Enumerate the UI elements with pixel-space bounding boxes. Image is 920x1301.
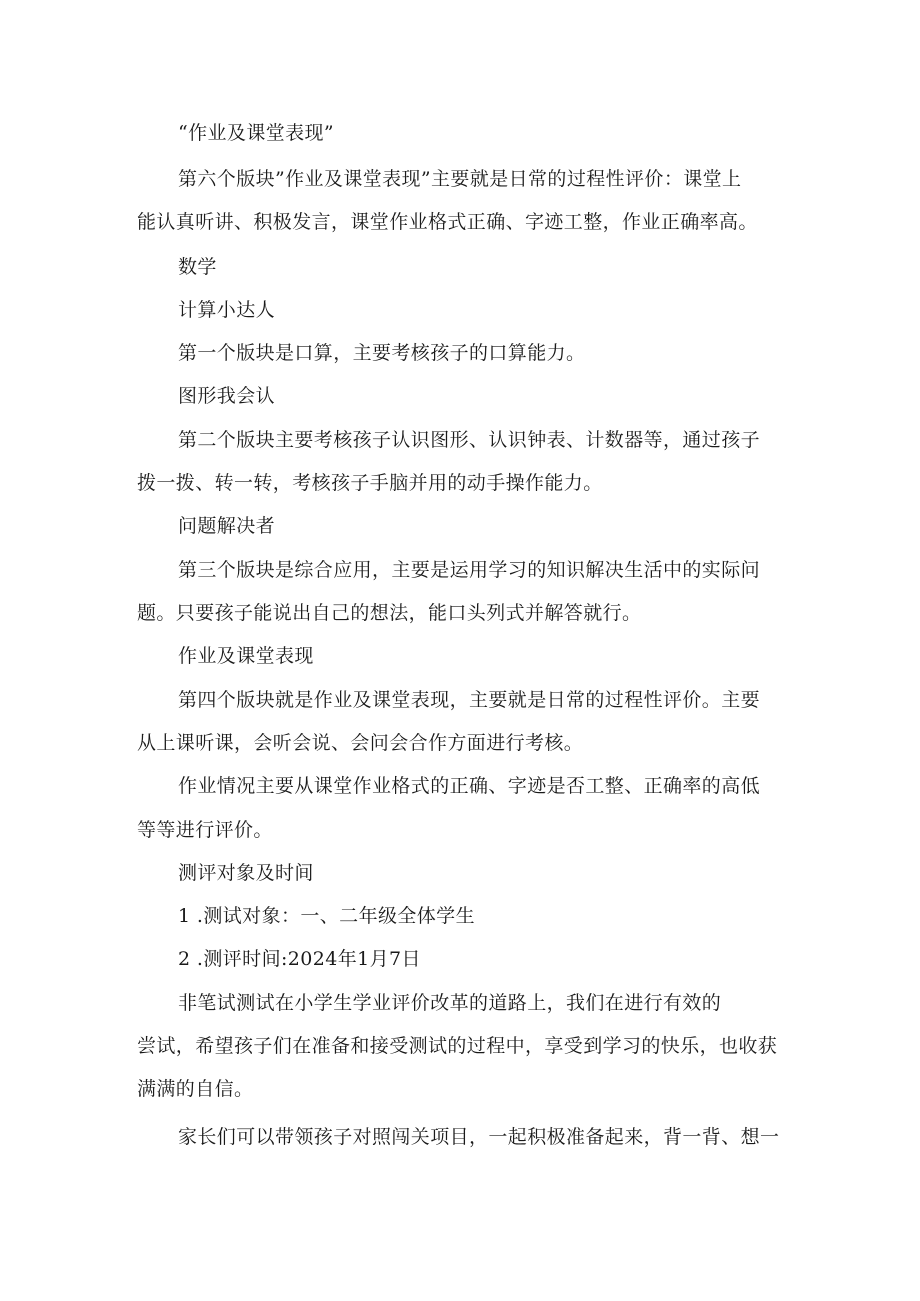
paragraph-line: 第一个版块是口算，主要考核孩子的口算能力。 (178, 342, 586, 364)
section-heading-math: 数学 (178, 256, 217, 278)
list-item: 1 .测试对象：一、二年级全体学生 (178, 905, 475, 927)
list-item: 2 .测评时间:2024年1月7日 (178, 948, 421, 970)
subheading-test-target-time: 测评对象及时间 (178, 862, 314, 884)
paragraph-line: 非笔试测试在小学生学业评价改革的道路上，我们在进行有效的 (178, 992, 722, 1014)
paragraph-line: 从上课听课，会听会说、会问会合作方面进行考核。 (137, 732, 584, 754)
subheading-shapes: 图形我会认 (178, 385, 276, 407)
paragraph-line: 第四个版块就是作业及课堂表现，主要就是日常的过程性评价。主要 (178, 689, 761, 711)
paragraph-line: 作业情况主要从课堂作业格式的正确、字迹是否工整、正确率的高低 (178, 775, 761, 797)
paragraph-line: 第六个版块”作业及课堂表现”主要就是日常的过程性评价：课堂上 (178, 168, 742, 190)
paragraph-line: 等等进行评价。 (137, 819, 273, 841)
paragraph-line: 拨一拨、转一转，考核孩子手脑并用的动手操作能力。 (137, 472, 603, 494)
paragraph-line: 能认真听讲、积极发言，课堂作业格式正确、字迹工整，作业正确率高。 (137, 211, 758, 233)
paragraph-line: 尝试，希望孩子们在准备和接受测试的过程中，享受到学习的快乐，也收获 (137, 1035, 778, 1057)
paragraph-line: 满满的自信。 (137, 1078, 254, 1100)
paragraph-line: 家长们可以带领孩子对照闯关项目，一起积极准备起来，背一背、想一 (178, 1126, 780, 1148)
subheading-homework: 作业及课堂表现 (178, 645, 314, 667)
paragraph-line: 题。只要孩子能说出自己的想法，能口头列式并解答就行。 (137, 602, 642, 624)
subheading-problem-solver: 问题解决者 (178, 515, 276, 537)
paragraph-line: 第三个版块是综合应用，主要是运用学习的知识解决生活中的实际问 (178, 559, 761, 581)
subheading-calculation: 计算小达人 (178, 299, 276, 321)
section-heading-homework: “作业及课堂表现” (178, 122, 335, 144)
paragraph-line: 第二个版块主要考核孩子认识图形、认识钟表、计数器等，通过孩子 (178, 429, 761, 451)
